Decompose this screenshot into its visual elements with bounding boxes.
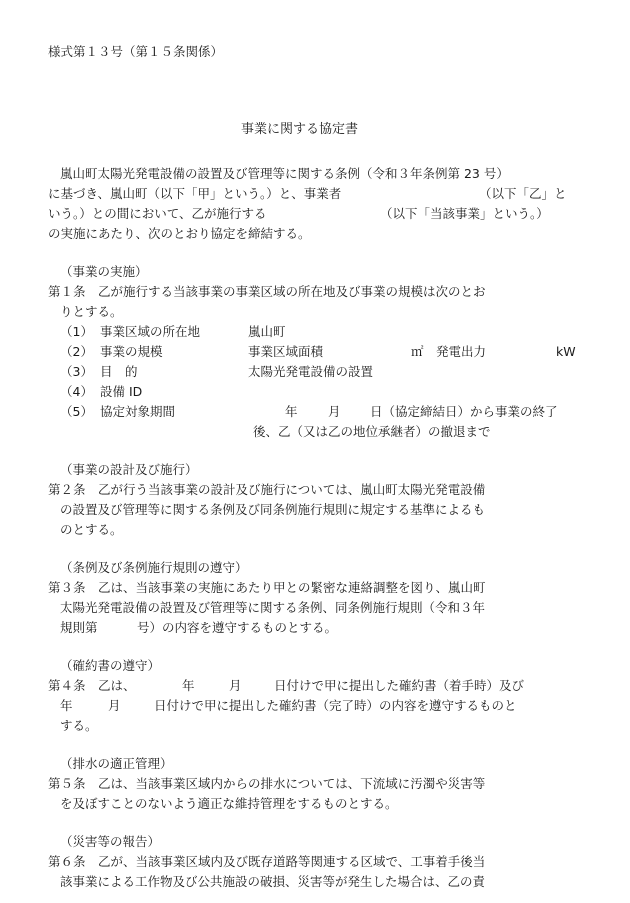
item-5-label: 協定対象期間 (100, 404, 176, 419)
item-3-label: 目 的 (100, 364, 138, 379)
preamble-line-1: 嵐山町太陽光発電設備の設置及び管理等に関する条例（令和３年条例第 23 号） (60, 166, 509, 181)
article-1-heading: （事業の実施） (60, 264, 148, 279)
article-4-month-1: 月 (229, 678, 242, 693)
article-3-rule-prefix: 規則第 (60, 620, 98, 635)
item-5-month: 月 (328, 404, 341, 419)
article-3-heading: （条例及び条例施行規則の遵守） (60, 560, 248, 575)
preamble-line-4: の実施にあたり、次のとおり協定を締結する。 (48, 226, 311, 241)
article-1-line-2: りとする。 (60, 304, 123, 319)
article-4-line-3: する。 (60, 718, 98, 733)
item-2-output-unit: kW (556, 344, 576, 359)
article-3-line-1: 第３条 乙は、当該事業の実施にあたり甲との緊密な連絡調整を図り、嵐山町 (48, 580, 486, 595)
article-2-line-2: の設置及び管理等に関する条例及び同条例施行規則に規定する基準によるも (60, 502, 486, 517)
article-4-line-2-end: 日付けで甲に提出した確約書（完了時）の内容を遵守するものと (154, 698, 517, 713)
item-2-number: （2） (60, 344, 93, 359)
item-1-number: （1） (60, 324, 93, 339)
article-2-heading: （事業の設計及び施行） (60, 462, 198, 477)
item-1-value: 嵐山町 (248, 324, 286, 339)
item-4-number: （4） (60, 384, 93, 399)
article-5-line-1: 第５条 乙は、当該事業区域内からの排水については、下流域に汚濁や災害等 (48, 776, 486, 791)
article-4-month-2: 月 (108, 698, 121, 713)
article-5-line-2: を及ぼすことのないよう適正な維持管理をするものとする。 (60, 796, 398, 811)
item-5-year: 年 (285, 404, 298, 419)
article-3-line-2: 太陽光発電設備の設置及び管理等に関する条例、同条例施行規則（令和３年 (60, 600, 486, 615)
item-2-output-label: 発電出力 (436, 344, 487, 359)
preamble-line-3-end: （以下「当該事業」という。） (380, 206, 549, 221)
item-5-number: （5） (60, 404, 93, 419)
preamble-line-2-start: に基づき、嵐山町（以下「甲」という。）と、事業者 (48, 186, 342, 201)
item-1-label: 事業区域の所在地 (100, 324, 201, 339)
article-1-item-5-line-2: 後、乙（又は乙の地位承継者）の撤退まで (253, 424, 491, 439)
item-4-label: 設備 ID (100, 384, 143, 399)
article-4-line-1-end: 日付けで甲に提出した確約書（着手時）及び (274, 678, 525, 693)
article-4-year-2: 年 (60, 698, 73, 713)
article-4-heading: （確約書の遵守） (60, 658, 161, 673)
document-title: 事業に関する協定書 (241, 122, 359, 137)
article-4-year-1: 年 (182, 678, 195, 693)
article-6-line-2: 該事業による工作物及び公共施設の破損、災害等が発生した場合は、乙の責 (60, 874, 486, 889)
article-3-rule-suffix: 号）の内容を遵守するものとする。 (137, 620, 338, 635)
article-1-line-1: 第１条 乙が施行する当該事業の事業区域の所在地及び事業の規模は次のとお (48, 284, 486, 299)
item-5-day-clause: 日（協定締結日）から事業の終了 (370, 404, 558, 419)
item-2-area-label: 事業区域面積 (248, 344, 324, 359)
article-2-line-1: 第２条 乙が行う当該事業の設計及び施行については、嵐山町太陽光発電設備 (48, 482, 486, 497)
item-2-area-unit: ㎡ (411, 344, 424, 359)
item-3-value: 太陽光発電設備の設置 (248, 364, 374, 379)
article-6-line-1: 第６条 乙が、当該事業区域内及び既存道路等関連する区域で、工事着手後当 (48, 854, 486, 869)
preamble-line-2-end: （以下「乙」と (479, 186, 567, 201)
item-3-number: （3） (60, 364, 93, 379)
article-5-heading: （排水の適正管理） (60, 756, 173, 771)
preamble-line-3-start: いう。）との間において、乙が施行する (48, 206, 267, 221)
form-number: 様式第１３号（第１５条関係） (48, 44, 224, 59)
article-4-line-1-start: 第４条 乙は、 (48, 678, 136, 693)
article-6-heading: （災害等の報告） (60, 834, 161, 849)
item-2-label: 事業の規模 (100, 344, 163, 359)
article-2-line-3: のとする。 (60, 522, 123, 537)
